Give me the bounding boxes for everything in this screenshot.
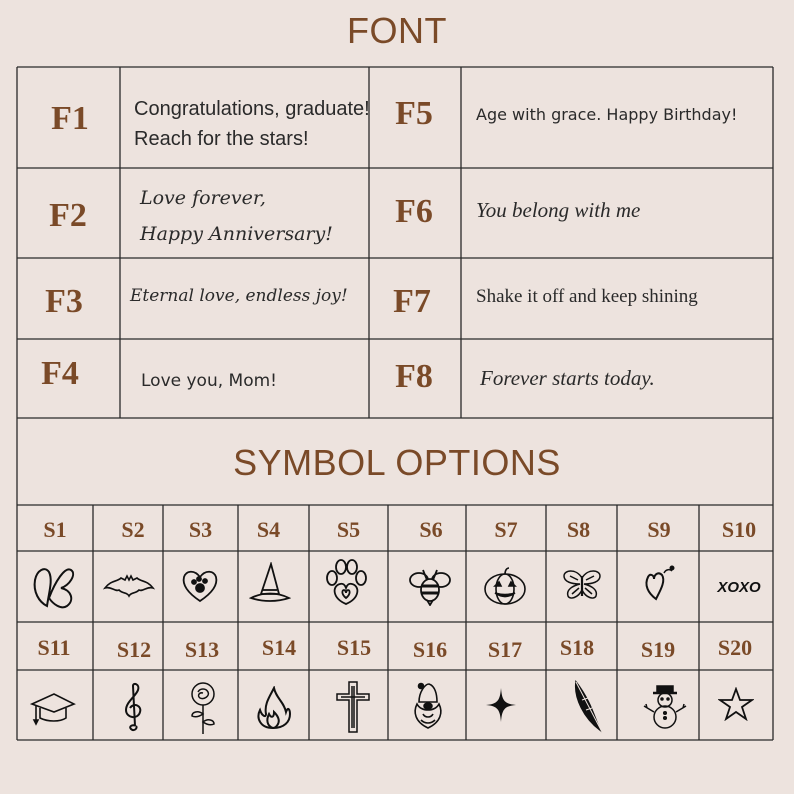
bat-icon	[103, 570, 155, 600]
font-sample-f1-line2: Reach for the stars!	[134, 128, 309, 150]
symbol-code-s9: S9	[647, 517, 671, 542]
symbol-code-s6: S6	[419, 517, 443, 542]
font-title: FONT	[347, 10, 447, 51]
paw-heart-icon	[322, 558, 370, 608]
butterfly-outline-icon	[31, 562, 77, 610]
star-outline-icon	[718, 687, 754, 721]
feather-icon	[570, 680, 606, 734]
pumpkin-icon	[483, 566, 527, 606]
symbol-code-s7: S7	[494, 517, 518, 542]
bee-icon	[407, 566, 453, 606]
graduation-cap-icon	[30, 690, 76, 726]
font-sample-f4: Love you, Mom!	[141, 371, 277, 391]
butterfly-icon	[562, 568, 602, 602]
symbol-code-s2: S2	[121, 517, 145, 542]
symbol-code-s1: S1	[43, 517, 67, 542]
symbol-code-s14: S14	[261, 635, 297, 660]
symbol-code-s8: S8	[566, 517, 591, 542]
symbol-code-s13: S13	[184, 637, 220, 662]
font-sample-f1-line1: Congratulations, graduate!	[134, 98, 370, 120]
symbol-code-s5: S5	[336, 517, 361, 542]
snowman-icon	[642, 684, 688, 730]
gnome-icon	[409, 682, 447, 730]
symbol-code-s4: S4	[256, 517, 281, 542]
font-code-f5: F5	[395, 95, 433, 132]
font-sample-f2-line1: Love forever,	[140, 187, 266, 209]
heart-paw-icon	[180, 567, 220, 605]
font-sample-f2-line2: Happy Anniversary!	[140, 223, 333, 245]
symbol-code-s17: S17	[487, 637, 523, 662]
font-code-f2: F2	[49, 197, 87, 234]
font-sample-f1	[134, 94, 370, 154]
font-code-f3: F3	[45, 283, 83, 320]
font-sample-f3: Eternal love, endless joy!	[130, 286, 348, 306]
font-sample-f2	[140, 180, 333, 252]
font-sample-f5: Age with grace. Happy Birthday!	[476, 105, 738, 124]
symbol-options-title: SYMBOL OPTIONS	[233, 442, 561, 483]
font-sample-f6: You belong with me	[476, 198, 641, 222]
symbol-code-s20: S20	[717, 635, 753, 660]
font-code-f7: F7	[393, 283, 431, 320]
font-code-f1: F1	[51, 100, 89, 137]
symbol-code-s16: S16	[412, 637, 448, 662]
symbol-code-s19: S19	[640, 637, 676, 662]
font-code-f6: F6	[395, 193, 433, 230]
witch-hat-icon	[249, 562, 291, 604]
treble-clef-icon	[120, 682, 148, 732]
font-code-f8: F8	[395, 358, 433, 395]
font-sample-f8: Forever starts today.	[480, 366, 655, 390]
symbol-code-s12: S12	[116, 637, 152, 662]
sparkle-star-icon	[484, 686, 518, 724]
symbol-code-s18: S18	[559, 635, 595, 660]
flame-icon	[254, 686, 292, 730]
symbol-code-s3: S3	[188, 517, 213, 542]
svg-text:XOXO: XOXO	[717, 579, 761, 596]
font-code-f4: F4	[41, 355, 79, 392]
font-sample-f7: Shake it off and keep shining	[476, 286, 698, 307]
heart-swirl-icon	[642, 565, 678, 605]
cross-icon	[335, 680, 371, 734]
rose-icon	[186, 680, 220, 736]
symbol-code-s15: S15	[336, 635, 372, 660]
symbol-code-s10: S10	[721, 517, 757, 542]
symbol-code-s11: S11	[37, 635, 71, 660]
xoxo-icon	[716, 577, 762, 597]
